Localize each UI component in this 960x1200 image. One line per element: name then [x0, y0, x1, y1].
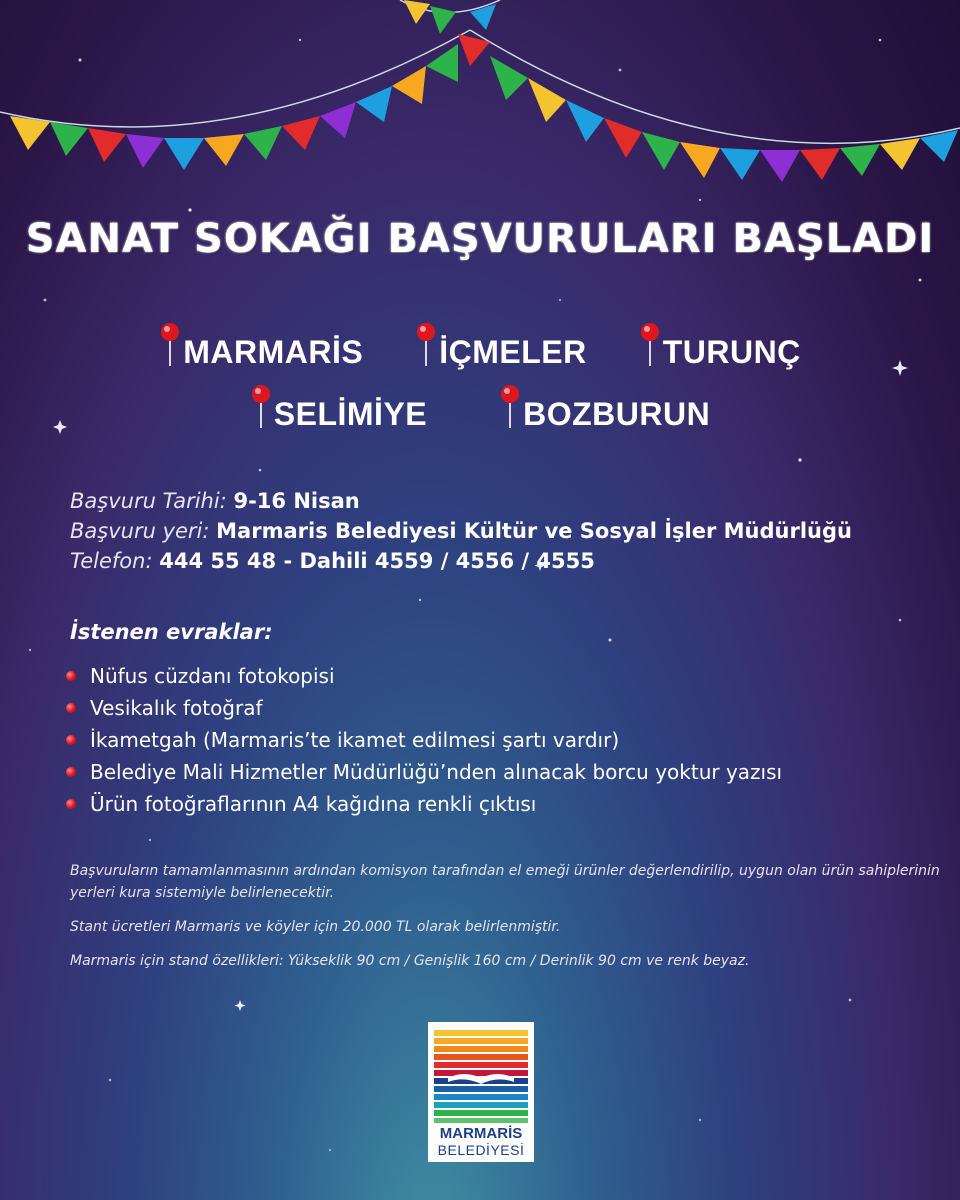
- municipality-logo: [428, 1022, 534, 1162]
- list-item: [66, 660, 956, 692]
- map-pin-icon: [499, 384, 521, 432]
- location-label: İÇMELER: [439, 334, 587, 370]
- document-text: Nüfus cüzdanı fotokopisi: [90, 664, 335, 688]
- location-label: MARMARİS: [183, 334, 364, 370]
- location-marmaris: [159, 322, 363, 370]
- logo-subtitle: BELEDİYESİ: [437, 1142, 525, 1158]
- map-pin-icon: [415, 322, 437, 370]
- location-icmeler: [415, 322, 587, 370]
- phone-label: Telefon:: [70, 549, 153, 573]
- document-text: Vesikalık fotoğraf: [90, 696, 263, 720]
- documents-list: [66, 660, 956, 820]
- date-value: 9-16 Nisan: [233, 489, 360, 513]
- application-date: [70, 486, 950, 516]
- list-item: [66, 724, 956, 756]
- documents-title: İstenen evraklar:: [70, 620, 273, 644]
- location-bozburun: [499, 384, 710, 432]
- phone-value: 444 55 48 - Dahili 4559 / 4556 / 4555: [159, 549, 595, 573]
- map-pin-icon: [639, 322, 661, 370]
- locations-row-2: [0, 384, 960, 432]
- page-title: SANAT SOKAĞI BAŞVURULARI BAŞLADI: [25, 216, 935, 262]
- application-info: [70, 486, 950, 576]
- location-label: TURUNÇ: [662, 334, 801, 370]
- location-turunc: [639, 322, 801, 370]
- sunset-logo-icon: [434, 1028, 528, 1124]
- map-pin-icon: [250, 384, 272, 432]
- note-stand-specs: Marmaris için stand özellikleri: Yükseklik 90 cm / Genişlik 160 cm / Derinlik 90 cm ve renk beyaz.: [70, 953, 750, 969]
- bunting-decoration: [0, 0, 960, 200]
- place-label: Başvuru yeri:: [70, 519, 210, 543]
- note-fee: Stant ücretleri Marmaris ve köyler için 20.000 TL olarak belirlenmiştir.: [70, 919, 561, 935]
- document-text: İkametgah (Marmaris’te ikamet edilmesi şartı vardır): [90, 728, 620, 752]
- red-dot-bullet-icon: [66, 799, 76, 809]
- red-dot-bullet-icon: [66, 767, 76, 777]
- red-dot-bullet-icon: [66, 671, 76, 681]
- document-text: Ürün fotoğraflarının A4 kağıdına renkli çıktısı: [90, 792, 537, 816]
- notes: [70, 860, 940, 984]
- list-item: [66, 788, 956, 820]
- note-evaluation: Başvuruların tamamlanmasının ardından komisyon tarafından el emeği ürünler değerlendirilip, uygun olan ürün sahiplerinin yerleri kura sistemiyle belirlenecektir.: [70, 863, 940, 901]
- red-dot-bullet-icon: [66, 703, 76, 713]
- red-dot-bullet-icon: [66, 735, 76, 745]
- list-item: [66, 756, 956, 788]
- date-label: Başvuru Tarihi:: [70, 489, 227, 513]
- document-text: Belediye Mali Hizmetler Müdürlüğü’nden alınacak borcu yoktur yazısı: [90, 760, 783, 784]
- map-pin-icon: [159, 322, 181, 370]
- locations-row-1: [0, 322, 960, 370]
- location-label: BOZBURUN: [523, 396, 711, 432]
- list-item: [66, 692, 956, 724]
- application-phone: [70, 546, 950, 576]
- location-label: SELİMİYE: [273, 396, 428, 432]
- application-place: [70, 516, 950, 546]
- logo-name: MARMARİS: [439, 1125, 523, 1142]
- location-selimiye: [250, 384, 427, 432]
- place-value: Marmaris Belediyesi Kültür ve Sosyal İşler Müdürlüğü: [216, 519, 852, 543]
